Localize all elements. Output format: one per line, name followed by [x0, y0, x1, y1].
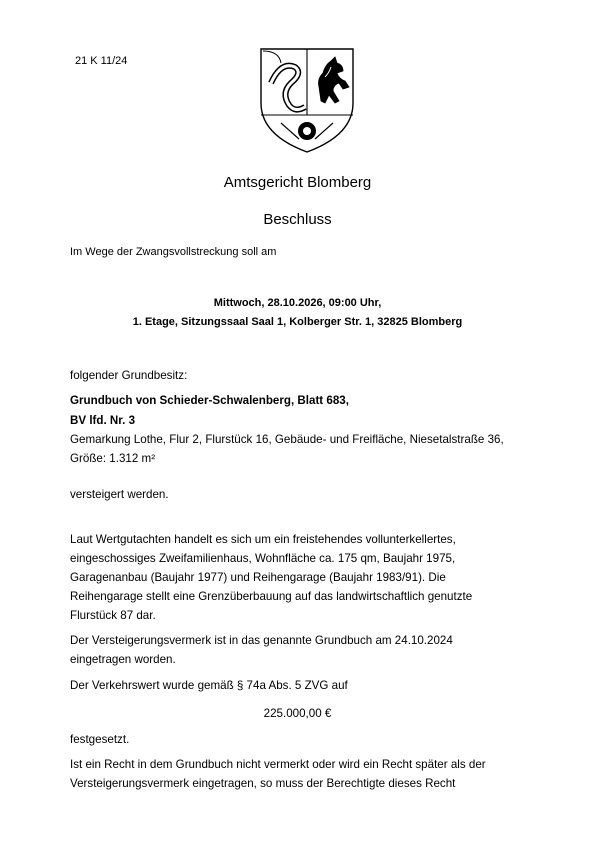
auction-note: versteigert werden.	[70, 488, 169, 501]
appraisal-line: Garagenanbau (Baujahr 1977) und Reihengarage (Baujahr 1983/91). Die	[70, 571, 446, 584]
value-amount: 225.000,00 €	[263, 707, 332, 720]
auction-location: 1. Etage, Sitzungssaal Saal 1, Kolberger Str. 1, 32825 Blomberg	[132, 316, 463, 328]
rights-line: Ist ein Recht in dem Grundbuch nicht vermerkt oder wird ein Recht später als der	[70, 758, 486, 771]
value-outro: festgesetzt.	[70, 733, 130, 746]
rights-line: Versteigerungsvermerk eingetragen, so muss der Berechtigte dieses Recht	[70, 777, 456, 790]
value-intro: Der Verkehrswert wurde gemäß § 74a Abs. 5 ZVG auf	[70, 679, 348, 692]
registration-line: Der Versteigerungsvermerk ist in das genannte Grundbuch am 24.10.2024	[70, 634, 453, 647]
court-name: Amtsgericht Blomberg	[223, 174, 372, 191]
intro-text: Im Wege der Zwangsvollstreckung soll am	[70, 246, 277, 258]
grundbuch-line-2: BV lfd. Nr. 3	[70, 414, 136, 427]
appraisal-line: Laut Wertgutachten handelt es sich um ein freistehendes vollunterkellertes,	[70, 533, 456, 546]
appraisal-line: Flurstück 87 dar.	[70, 609, 156, 622]
document-title: Beschluss	[263, 211, 332, 228]
auction-date: Mittwoch, 28.10.2026, 09:00 Uhr,	[213, 297, 382, 309]
parcel-line-2: Größe: 1.312 m²	[70, 452, 156, 465]
appraisal-line: Reihengarage stellt eine Grenzüberbauung auf das landwirtschaftlich genutzte	[70, 590, 473, 603]
grundbuch-line-1: Grundbuch von Schieder-Schwalenberg, Blatt 683,	[70, 394, 349, 407]
registration-line: eingetragen worden.	[70, 653, 176, 666]
property-intro: folgender Grundbesitz:	[70, 369, 188, 382]
case-number: 21 K 11/24	[75, 55, 128, 67]
coat-of-arms-icon	[259, 43, 355, 155]
parcel-line-1: Gemarkung Lothe, Flur 2, Flurstück 16, Gebäude- und Freifläche, Niesetalstraße 36,	[70, 433, 504, 446]
appraisal-line: eingeschossiges Zweifamilienhaus, Wohnfläche ca. 175 qm, Baujahr 1975,	[70, 552, 456, 565]
